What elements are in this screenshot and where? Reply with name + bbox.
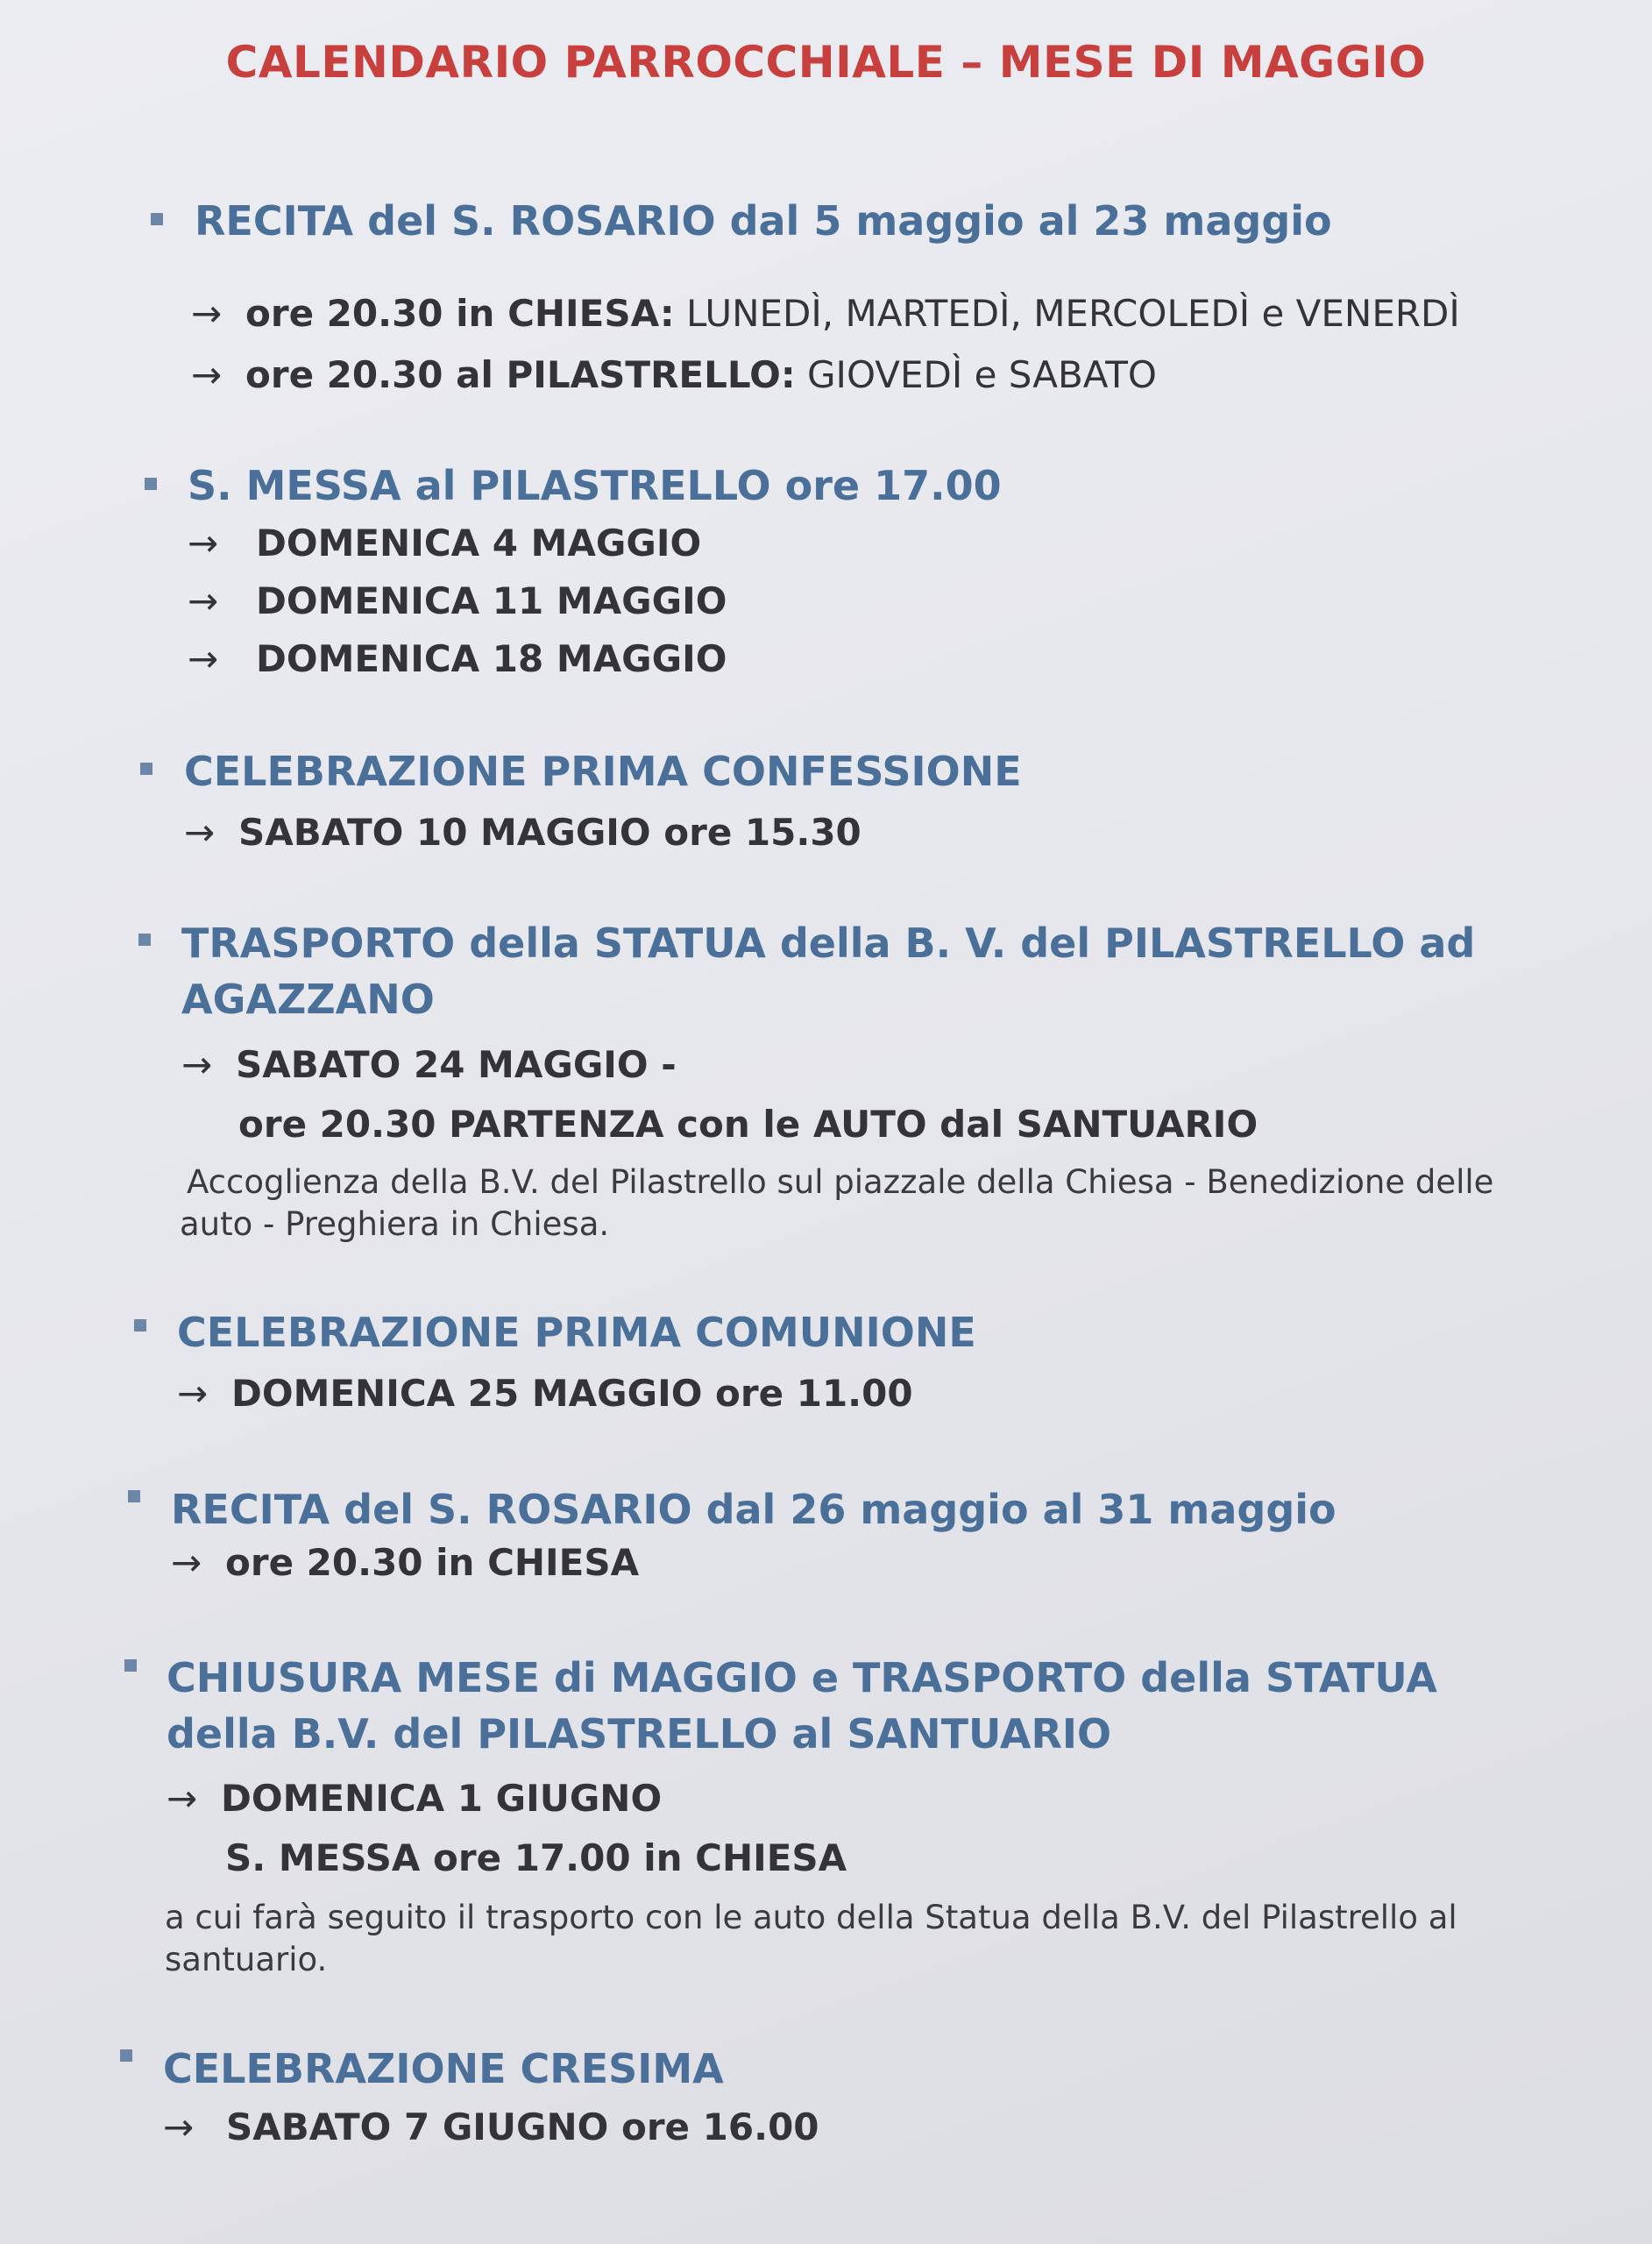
section-heading: CELEBRAZIONE PRIMA CONFESSIONE bbox=[184, 748, 1022, 795]
section-heading: CELEBRAZIONE CRESIMA bbox=[163, 2045, 724, 2092]
arrow-icon: → bbox=[171, 1541, 202, 1584]
bullet-icon bbox=[128, 1490, 140, 1502]
section-heading: RECITA del S. ROSARIO dal 5 maggio al 23 maggio bbox=[195, 197, 1332, 245]
section-heading: CELEBRAZIONE PRIMA COMUNIONE bbox=[177, 1309, 976, 1356]
schedule-line: S. MESSA ore 17.00 in CHIESA bbox=[225, 1836, 847, 1879]
schedule-line: → DOMENICA 25 MAGGIO ore 11.00 bbox=[177, 1372, 913, 1415]
bullet-icon bbox=[138, 934, 151, 946]
section-note: a cui farà seguito il trasporto con le auto della Statua della B.V. del Pilastrello al santuario. bbox=[165, 1899, 1457, 1978]
arrow-icon: → bbox=[167, 1777, 198, 1820]
schedule-line: → DOMENICA 4 MAGGIO bbox=[188, 522, 702, 565]
bullet-icon bbox=[140, 763, 152, 775]
arrow-icon: → bbox=[188, 579, 219, 622]
bullet-icon bbox=[151, 213, 163, 225]
schedule-line: → DOMENICA 11 MAGGIO bbox=[188, 579, 727, 622]
section-heading: CHIUSURA MESE di MAGGIO e TRASPORTO della STATUA della B.V. del PILASTRELLO al SANTUARIO bbox=[167, 1654, 1437, 1758]
arrow-icon: → bbox=[181, 1043, 213, 1086]
arrow-icon: → bbox=[188, 522, 219, 565]
schedule-line: → DOMENICA 18 MAGGIO bbox=[188, 637, 727, 680]
page-title: CALENDARIO PARROCCHIALE – MESE DI MAGGIO bbox=[225, 37, 1427, 88]
arrow-icon: → bbox=[184, 811, 216, 854]
schedule-line: → ore 20.30 in CHIESA: LUNEDÌ, MARTEDÌ, MERCOLEDÌ e VENERDÌ bbox=[191, 292, 1460, 335]
bullet-icon bbox=[145, 478, 157, 490]
arrow-icon: → bbox=[191, 353, 223, 396]
schedule-line: → SABATO 24 MAGGIO - bbox=[181, 1043, 677, 1086]
bullet-icon bbox=[124, 1659, 137, 1672]
schedule-line: → SABATO 7 GIUGNO ore 16.00 bbox=[163, 2106, 819, 2148]
arrow-icon: → bbox=[163, 2106, 195, 2148]
schedule-line: → ore 20.30 al PILASTRELLO: GIOVEDÌ e SABATO bbox=[191, 353, 1157, 396]
section-note: Accoglienza della B.V. del Pilastrello sul piazzale della Chiesa - Benedizione delle auto - Preghiera in Chiesa. bbox=[180, 1163, 1494, 1243]
arrow-icon: → bbox=[177, 1372, 209, 1415]
schedule-line: → SABATO 10 MAGGIO ore 15.30 bbox=[184, 811, 861, 854]
schedule-line: ore 20.30 PARTENZA con le AUTO dal SANTUARIO bbox=[238, 1103, 1258, 1146]
bullet-icon bbox=[134, 1319, 146, 1331]
arrow-icon: → bbox=[191, 292, 223, 335]
schedule-line: → ore 20.30 in CHIESA bbox=[171, 1541, 640, 1584]
schedule-line: → DOMENICA 1 GIUGNO bbox=[167, 1777, 663, 1820]
section-heading: TRASPORTO della STATUA della B. V. del PILASTRELLO ad AGAZZANO bbox=[181, 920, 1476, 1023]
section-heading: S. MESSA al PILASTRELLO ore 17.00 bbox=[188, 462, 1002, 509]
bullet-icon bbox=[120, 2049, 132, 2062]
arrow-icon: → bbox=[188, 637, 219, 680]
section-heading: RECITA del S. ROSARIO dal 26 maggio al 31 maggio bbox=[171, 1486, 1336, 1533]
